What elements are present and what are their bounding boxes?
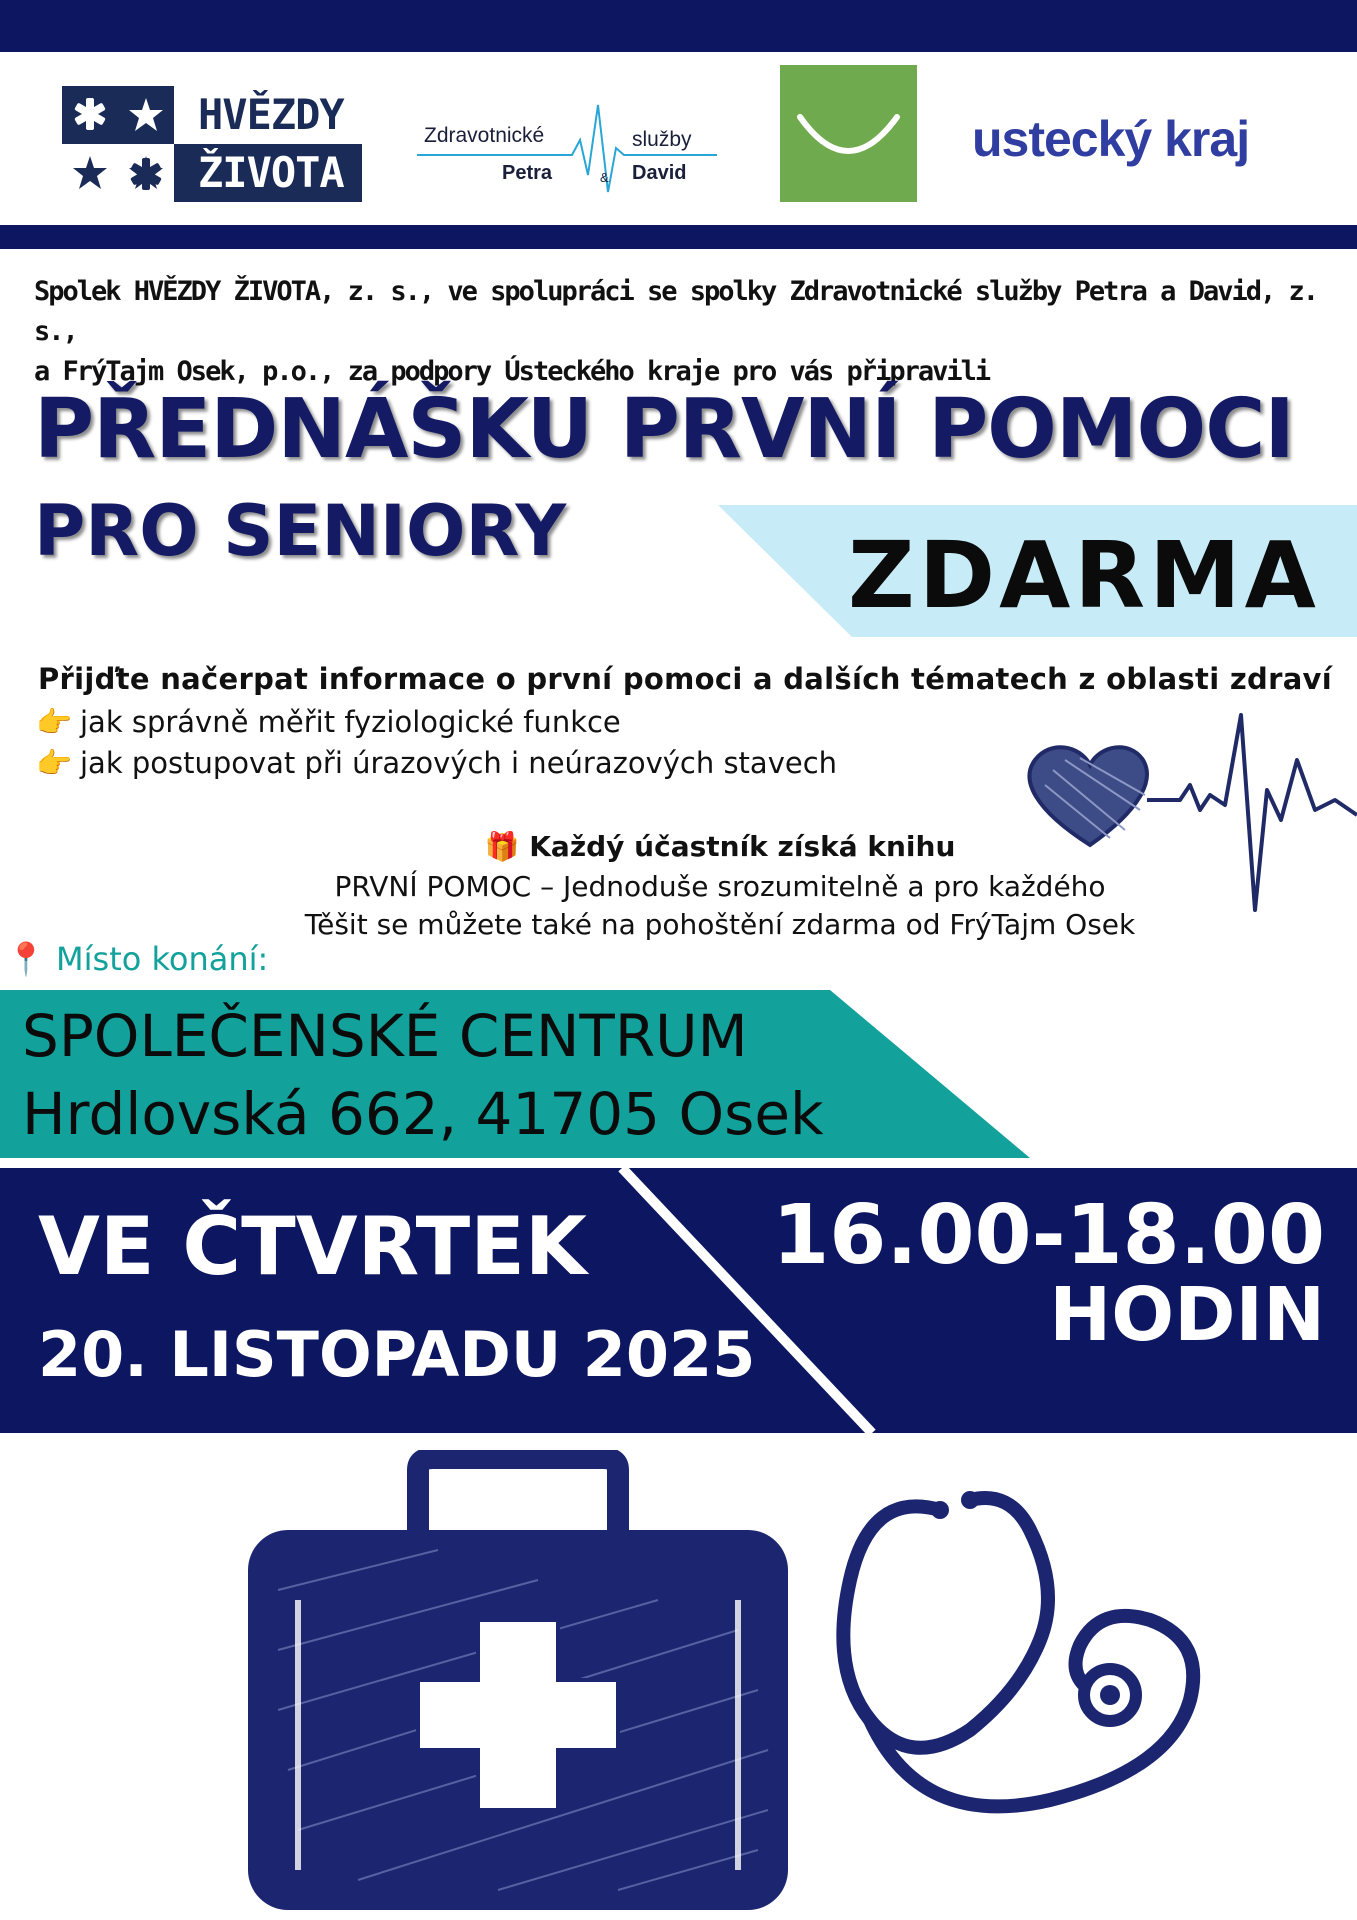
location-pin-icon: 📍	[6, 940, 46, 978]
bullet-text: jak správně měřit fyziologické funkce	[80, 705, 621, 739]
book-heading	[0, 830, 1357, 863]
book-heading-text: Každý účastník získá knihu	[529, 830, 956, 863]
gift-icon: 🎁	[484, 830, 530, 863]
event-time: 16.00-18.00	[772, 1188, 1325, 1283]
event-time-unit: HODIN	[1049, 1272, 1325, 1358]
venue-address: Hrdlovská 662, 41705 Osek	[22, 1080, 824, 1148]
logo-name2: David	[632, 162, 687, 184]
smile-icon	[780, 65, 917, 202]
pointing-hand-icon: 👉	[36, 705, 73, 739]
green-logo	[780, 65, 917, 202]
event-day: VE ČTVRTEK	[38, 1200, 587, 1293]
bullet-item	[36, 746, 837, 781]
first-aid-kit-icon	[238, 1450, 798, 1920]
page-title: PŘEDNÁŠKU PRVNÍ POMOCI	[34, 382, 1294, 477]
logo-text-line1: HVĚZDY	[198, 90, 344, 139]
logo-name1: Petra	[502, 162, 553, 184]
logo-text-line2: ŽIVOTA	[198, 148, 344, 197]
intro-line1: Spolek HVĚZDY ŽIVOTA, z. s., ve spolupráci se spolky Zdravotnické služby Petra a David, z. s.,	[34, 276, 1317, 347]
logo-word2: služby	[632, 128, 692, 151]
pointing-hand-icon: 👉	[36, 746, 73, 780]
divider-bar	[0, 225, 1357, 249]
logo-word1: Zdravotnické	[424, 124, 545, 147]
ustecky-kraj-logo: ustecký kraj	[972, 111, 1250, 167]
bullet-text: jak postupovat při úrazových i neúrazových stavech	[80, 746, 838, 780]
book-title: PRVNÍ POMOC – Jednoduše srozumitelně a pro každého	[334, 870, 1106, 903]
page-subtitle: PRO SENIORY	[34, 490, 567, 572]
intro-line2: a FrýTajm Osek, p.o., za podpory Ústeckého kraje pro vás připravili	[34, 356, 990, 387]
zdravotnicke-sluzby-logo	[412, 100, 722, 195]
venue-name: SPOLEČENSKÉ CENTRUM	[22, 1002, 748, 1070]
top-bar	[0, 0, 1357, 52]
bullet-item	[36, 705, 621, 740]
star-of-life-icon	[62, 86, 174, 202]
venue-label	[6, 940, 268, 978]
stethoscope-icon	[810, 1470, 1230, 1830]
event-date: 20. LISTOPADU 2025	[38, 1318, 756, 1391]
info-lead: Přijďte načerpat informace o první pomoci a dalších tématech z oblasti zdraví	[38, 662, 1333, 696]
logo-amp: &	[600, 170, 609, 185]
venue-label-text: Místo konání:	[56, 940, 269, 978]
free-badge: ZDARMA	[848, 522, 1320, 629]
stars-block	[62, 86, 174, 202]
hvezdy-zivota-logo	[62, 86, 362, 202]
refreshment-text: Těšit se můžete také na pohoštění zdarma od FrýTajm Osek	[304, 908, 1136, 941]
intro-text	[34, 272, 1344, 392]
